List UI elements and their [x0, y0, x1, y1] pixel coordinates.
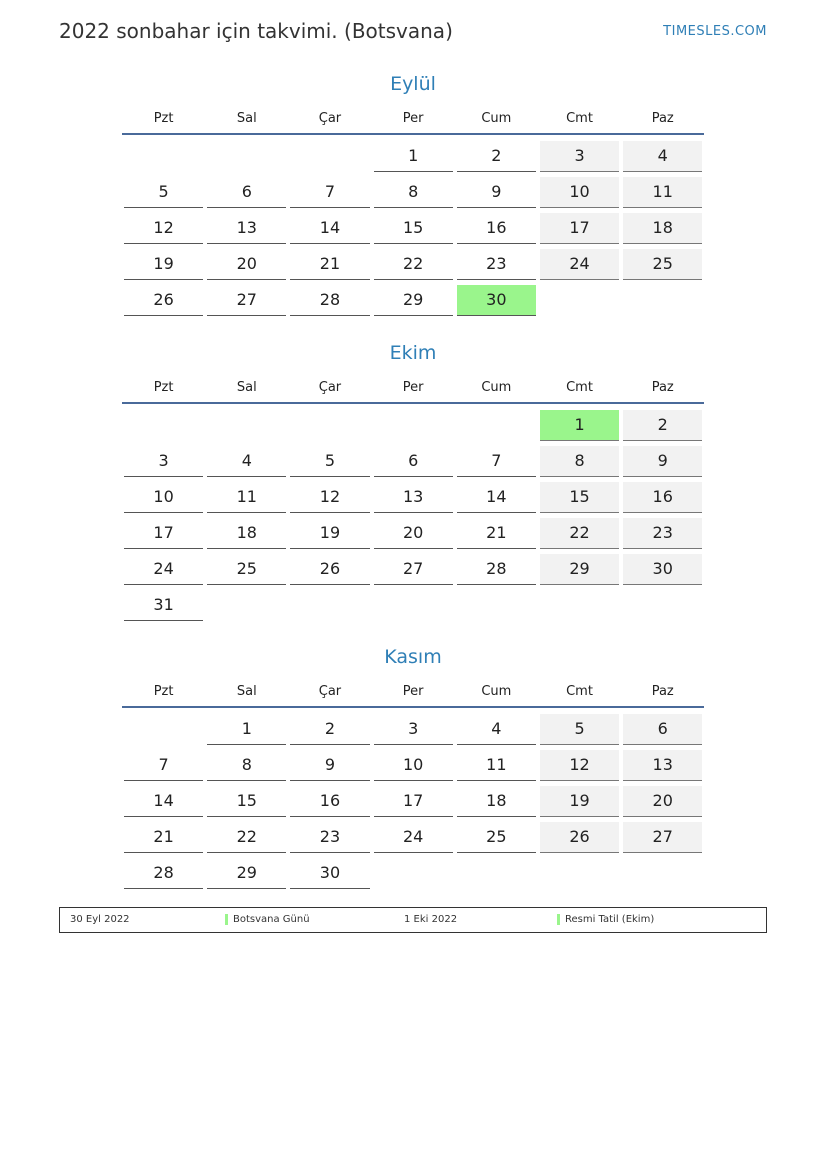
day-number: 22 — [374, 249, 453, 280]
weekday-label: Cum — [481, 684, 512, 699]
weekday-label: Sal — [236, 111, 257, 126]
day-grid — [122, 141, 704, 321]
day-number: 20 — [207, 249, 286, 280]
day-number: 30 — [457, 285, 536, 316]
day-cell — [538, 714, 621, 750]
day-number: 17 — [374, 786, 453, 817]
day-cell — [455, 213, 538, 249]
day-cell — [372, 482, 455, 518]
day-cell — [455, 786, 538, 822]
day-cell — [288, 213, 371, 249]
day-number: 13 — [207, 213, 286, 244]
weekday-label: Paz — [651, 380, 674, 395]
day-cell — [122, 482, 205, 518]
day-cell — [288, 285, 371, 321]
day-number: 26 — [124, 285, 203, 316]
day-cell — [621, 750, 704, 786]
day-cell — [621, 177, 704, 213]
day-number: 26 — [290, 554, 369, 585]
day-number: 29 — [207, 858, 286, 889]
weekday-label: Çar — [318, 111, 342, 126]
day-number: 20 — [374, 518, 453, 549]
day-number: 30 — [623, 554, 702, 585]
empty-cell — [372, 410, 455, 446]
day-cell — [455, 141, 538, 177]
day-number: 9 — [457, 177, 536, 208]
day-cell — [455, 482, 538, 518]
day-cell — [372, 554, 455, 590]
day-cell — [205, 750, 288, 786]
day-number: 15 — [540, 482, 619, 513]
day-number: 12 — [540, 750, 619, 781]
weekday-label: Paz — [651, 684, 674, 699]
legend-holiday — [225, 908, 310, 932]
day-number: 8 — [374, 177, 453, 208]
day-number: 17 — [540, 213, 619, 244]
day-cell — [621, 714, 704, 750]
day-number: 12 — [290, 482, 369, 513]
day-number: 22 — [540, 518, 619, 549]
day-number: 10 — [540, 177, 619, 208]
day-number: 5 — [290, 446, 369, 477]
day-number: 28 — [124, 858, 203, 889]
day-number: 26 — [540, 822, 619, 853]
day-cell — [122, 858, 205, 894]
day-cell — [455, 285, 538, 321]
day-number: 8 — [207, 750, 286, 781]
month-name: Kasım — [384, 646, 442, 668]
day-cell — [205, 858, 288, 894]
day-number: 23 — [290, 822, 369, 853]
day-cell — [205, 446, 288, 482]
day-cell — [621, 786, 704, 822]
day-number: 1 — [374, 141, 453, 172]
day-cell — [288, 177, 371, 213]
weekday-label: Cmt — [566, 684, 593, 699]
day-number: 5 — [124, 177, 203, 208]
day-cell — [288, 786, 371, 822]
weekday-label: Pzt — [153, 684, 174, 699]
day-number: 15 — [374, 213, 453, 244]
day-cell — [288, 750, 371, 786]
day-number: 14 — [124, 786, 203, 817]
day-cell — [455, 177, 538, 213]
day-cell — [621, 482, 704, 518]
day-cell — [122, 786, 205, 822]
day-cell — [455, 446, 538, 482]
empty-cell — [288, 410, 371, 446]
day-number: 31 — [124, 590, 203, 621]
day-number: 24 — [124, 554, 203, 585]
day-number: 4 — [623, 141, 702, 172]
legend-holiday-name: Resmi Tatil (Ekim) — [565, 914, 655, 925]
weekday-label: Pzt — [153, 380, 174, 395]
day-cell — [538, 213, 621, 249]
day-number: 24 — [374, 822, 453, 853]
day-cell — [538, 249, 621, 285]
day-number: 21 — [290, 249, 369, 280]
day-cell — [122, 822, 205, 858]
day-cell — [205, 249, 288, 285]
weekday-label: Çar — [318, 684, 342, 699]
weekday-label: Cum — [481, 111, 512, 126]
day-cell — [288, 822, 371, 858]
day-cell — [538, 141, 621, 177]
day-cell — [621, 249, 704, 285]
day-number: 29 — [374, 285, 453, 316]
day-cell — [288, 714, 371, 750]
weekday-label: Çar — [318, 380, 342, 395]
day-cell — [372, 141, 455, 177]
month-september — [122, 70, 704, 321]
day-number: 16 — [623, 482, 702, 513]
day-grid — [122, 410, 704, 626]
day-cell — [205, 213, 288, 249]
day-number: 24 — [540, 249, 619, 280]
holiday-legend — [59, 907, 767, 933]
day-number: 8 — [540, 446, 619, 477]
day-number: 22 — [207, 822, 286, 853]
day-number: 4 — [457, 714, 536, 745]
day-number: 13 — [623, 750, 702, 781]
day-number: 27 — [207, 285, 286, 316]
day-number: 13 — [374, 482, 453, 513]
day-number: 25 — [207, 554, 286, 585]
day-cell — [621, 822, 704, 858]
day-cell — [538, 750, 621, 786]
holiday-marker-icon — [557, 914, 560, 925]
day-cell — [205, 822, 288, 858]
day-cell — [288, 482, 371, 518]
day-cell — [621, 213, 704, 249]
day-number: 15 — [207, 786, 286, 817]
day-number: 1 — [540, 410, 619, 441]
weekday-label: Pzt — [153, 111, 174, 126]
day-number: 3 — [540, 141, 619, 172]
day-cell — [372, 750, 455, 786]
day-number: 7 — [290, 177, 369, 208]
day-number: 6 — [374, 446, 453, 477]
day-cell — [455, 750, 538, 786]
day-cell — [205, 482, 288, 518]
day-cell — [372, 213, 455, 249]
day-number: 21 — [124, 822, 203, 853]
day-number: 9 — [290, 750, 369, 781]
empty-cell — [122, 141, 205, 177]
day-number: 20 — [623, 786, 702, 817]
day-cell — [621, 446, 704, 482]
page-title: 2022 sonbahar için takvimi. (Botsvana) — [59, 19, 453, 43]
day-cell — [122, 213, 205, 249]
day-number: 29 — [540, 554, 619, 585]
day-number: 16 — [457, 213, 536, 244]
day-number: 19 — [124, 249, 203, 280]
day-cell — [621, 554, 704, 590]
day-cell — [205, 786, 288, 822]
day-number: 12 — [124, 213, 203, 244]
day-cell — [538, 446, 621, 482]
day-cell — [288, 858, 371, 894]
day-number: 23 — [623, 518, 702, 549]
day-number: 10 — [124, 482, 203, 513]
empty-cell — [205, 141, 288, 177]
day-number: 14 — [457, 482, 536, 513]
day-number: 14 — [290, 213, 369, 244]
day-cell — [122, 750, 205, 786]
day-number: 7 — [457, 446, 536, 477]
day-cell — [288, 554, 371, 590]
day-number: 16 — [290, 786, 369, 817]
legend-date: 30 Eyl 2022 — [70, 914, 130, 925]
day-number: 10 — [374, 750, 453, 781]
month-october — [122, 339, 704, 626]
day-number: 21 — [457, 518, 536, 549]
weekday-label: Per — [402, 380, 424, 395]
day-number: 19 — [540, 786, 619, 817]
day-number: 18 — [207, 518, 286, 549]
day-number: 6 — [207, 177, 286, 208]
day-cell — [122, 518, 205, 554]
day-number: 27 — [623, 822, 702, 853]
day-cell — [372, 177, 455, 213]
day-cell — [372, 249, 455, 285]
day-number: 28 — [290, 285, 369, 316]
weekday-header — [122, 374, 704, 404]
day-cell — [455, 822, 538, 858]
day-cell — [205, 554, 288, 590]
day-cell — [372, 822, 455, 858]
weekday-label: Cmt — [566, 380, 593, 395]
day-number: 7 — [124, 750, 203, 781]
day-number: 19 — [290, 518, 369, 549]
day-number: 2 — [623, 410, 702, 441]
day-number: 4 — [207, 446, 286, 477]
day-cell — [621, 141, 704, 177]
weekday-header — [122, 678, 704, 708]
day-cell — [538, 177, 621, 213]
day-number: 1 — [207, 714, 286, 745]
weekday-label: Cum — [481, 380, 512, 395]
weekday-label: Cmt — [566, 111, 593, 126]
day-number: 6 — [623, 714, 702, 745]
day-cell — [372, 786, 455, 822]
day-cell — [288, 249, 371, 285]
empty-cell — [122, 714, 205, 750]
weekday-label: Per — [402, 684, 424, 699]
day-number: 2 — [290, 714, 369, 745]
day-cell — [538, 554, 621, 590]
day-cell — [205, 518, 288, 554]
empty-cell — [288, 141, 371, 177]
holiday-marker-icon — [225, 914, 228, 925]
day-number: 27 — [374, 554, 453, 585]
month-name: Eylül — [390, 73, 436, 95]
day-number: 11 — [457, 750, 536, 781]
weekday-label: Per — [402, 111, 424, 126]
day-cell — [538, 518, 621, 554]
day-number: 18 — [623, 213, 702, 244]
day-cell — [372, 446, 455, 482]
month-november — [122, 643, 704, 894]
day-cell — [455, 249, 538, 285]
day-cell — [372, 518, 455, 554]
day-number: 25 — [457, 822, 536, 853]
day-number: 9 — [623, 446, 702, 477]
day-number: 25 — [623, 249, 702, 280]
day-cell — [621, 518, 704, 554]
day-cell — [455, 554, 538, 590]
legend-holiday-name: Botsvana Günü — [233, 914, 310, 925]
day-number: 3 — [374, 714, 453, 745]
day-number: 28 — [457, 554, 536, 585]
day-cell — [288, 518, 371, 554]
empty-cell — [455, 410, 538, 446]
day-number: 11 — [623, 177, 702, 208]
day-cell — [122, 590, 205, 626]
legend-holiday — [557, 908, 654, 932]
day-cell — [122, 446, 205, 482]
day-cell — [122, 285, 205, 321]
month-name: Ekim — [389, 342, 437, 364]
day-cell — [538, 410, 621, 446]
day-cell — [122, 554, 205, 590]
weekday-label: Paz — [651, 111, 674, 126]
day-number: 11 — [207, 482, 286, 513]
day-number: 18 — [457, 786, 536, 817]
weekday-label: Sal — [236, 684, 257, 699]
day-cell — [122, 249, 205, 285]
day-cell — [372, 285, 455, 321]
day-cell — [455, 714, 538, 750]
day-number: 5 — [540, 714, 619, 745]
day-number: 3 — [124, 446, 203, 477]
day-cell — [538, 482, 621, 518]
weekday-label: Sal — [236, 380, 257, 395]
day-cell — [288, 446, 371, 482]
day-cell — [538, 822, 621, 858]
day-cell — [621, 410, 704, 446]
day-grid — [122, 714, 704, 894]
day-cell — [205, 285, 288, 321]
day-number: 30 — [290, 858, 369, 889]
brand-link[interactable]: TIMESLES.COM — [663, 24, 767, 39]
day-cell — [538, 786, 621, 822]
day-cell — [122, 177, 205, 213]
empty-cell — [122, 410, 205, 446]
day-cell — [455, 518, 538, 554]
weekday-header — [122, 105, 704, 135]
day-cell — [205, 714, 288, 750]
day-number: 23 — [457, 249, 536, 280]
empty-cell — [205, 410, 288, 446]
day-number: 17 — [124, 518, 203, 549]
day-cell — [372, 714, 455, 750]
day-number: 2 — [457, 141, 536, 172]
day-cell — [205, 177, 288, 213]
legend-date: 1 Eki 2022 — [404, 914, 458, 925]
